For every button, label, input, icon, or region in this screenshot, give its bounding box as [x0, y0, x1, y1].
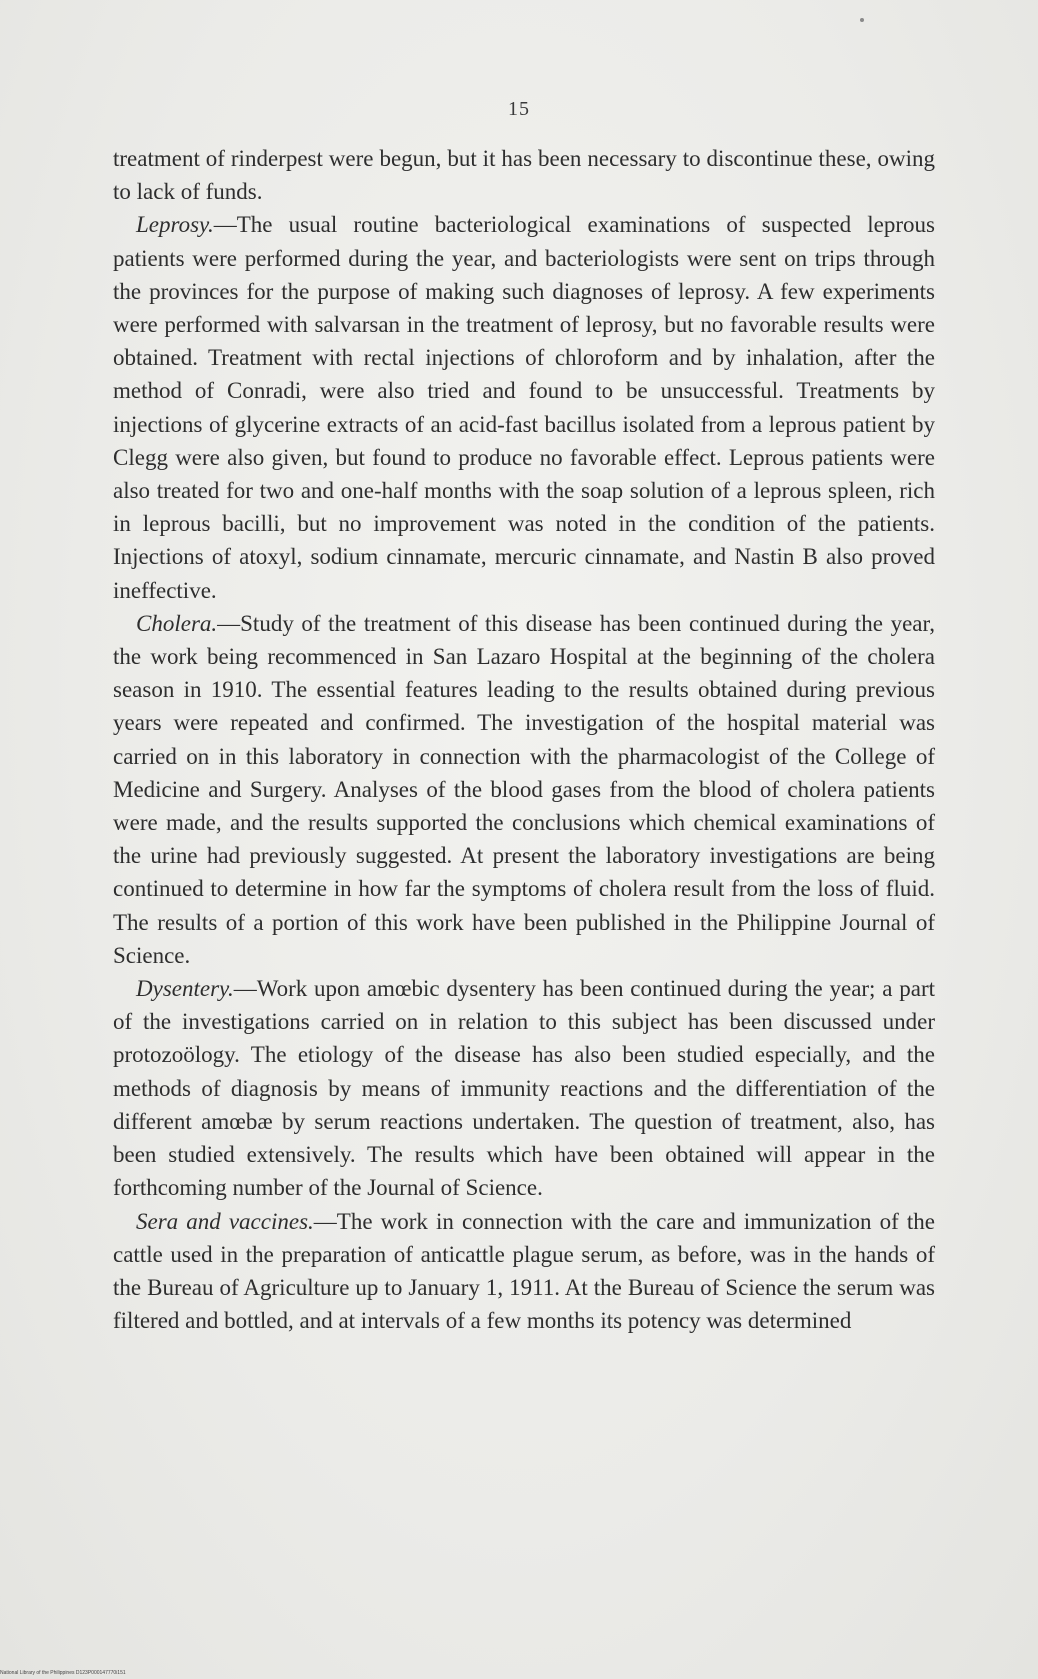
paragraph-cholera — [113, 607, 935, 972]
paragraph-rubric: Sera and vaccines. — [136, 1208, 314, 1234]
footer-note: National Library of the Philippines D123P000147770i151 — [0, 1670, 126, 1676]
paragraph-rubric: Cholera. — [136, 610, 218, 636]
paragraph-leprosy — [113, 208, 935, 606]
paragraph-text: treatment of rinderpest were begun, but it has been necessary to discontinue these, owing to lack of funds. — [113, 146, 935, 205]
paragraph-text: —The work in connection with the care and immunization of the cattle used in the preparation of anticattle plague serum, as before, was in the hands of the Bureau of Agriculture up to January 1, 1911. At the Bureau of Science the serum was filtered and bottled, and at intervals of a few months its potency was determined — [113, 1208, 935, 1334]
paragraph-dysentery — [113, 972, 935, 1204]
scan-speck — [860, 18, 864, 22]
paragraph-text: —Work upon amœbic dysentery has been continued during the year; a part of the investigations carried on in relation to this subject has been discussed under protozoölogy. The etiology of the disease has also been studied especially, and the methods of diagnosis by means of immunity reactions and the differentiation of the different amœbæ by serum reactions undertaken. The question of treatment, also, has been studied extensively. The results which have been obtained will appear in the forthcoming number of the Journal of Science. — [113, 976, 935, 1201]
paragraph-continuation — [113, 142, 935, 208]
paragraph-rubric: Leprosy. — [136, 212, 214, 238]
paragraph-text: —The usual routine bacteriological examinations of suspected leprous patients were performed during the year, and bacteriologists were sent on trips through the provinces for the purpose of making such diagnoses of leprosy. A few experiments were performed with salvarsan in the treatment of leprosy, but no favorable results were obtained. Treatment with rectal injections of chloroform and by inhalation, after the method of Conradi, were also tried and found to be unsuccessful. Treatments by injections of glycerine extracts of an acid-fast bacillus isolated from a leprous patient by Clegg were also given, but found to produce no favorable effect. Leprous patients were also treated for two and one-half months with the soap solution of a leprous spleen, rich in leprous bacilli, but no improvement was noted in the condition of the patients. Injections of atoxyl, sodium cinnamate, mercuric cinnamate, and Nastin B also proved ineffective. — [113, 212, 935, 603]
paragraph-rubric: Dysentery. — [136, 976, 234, 1002]
page-number: 15 — [508, 98, 530, 120]
paragraph-text: —Study of the treatment of this disease has been continued during the year, the work being recommenced in San Lazaro Hospital at the beginning of the cholera season in 1910. The essential features leading to the results obtained during previous years were repeated and confirmed. The investigation of the hospital material was carried on in this laboratory in connection with the pharmacologist of the College of Medicine and Surgery. Analyses of the blood gases from the blood of cholera patients were made, and the results supported the conclusions which chemical examinations of the urine had previously suggested. At present the laboratory investigations are being continued to determine in how far the symptoms of cholera result from the loss of fluid. The results of a portion of this work have been published in the Philippine Journal of Science. — [113, 610, 935, 968]
body-text — [113, 142, 935, 1337]
paragraph-sera-vaccines — [113, 1205, 935, 1338]
